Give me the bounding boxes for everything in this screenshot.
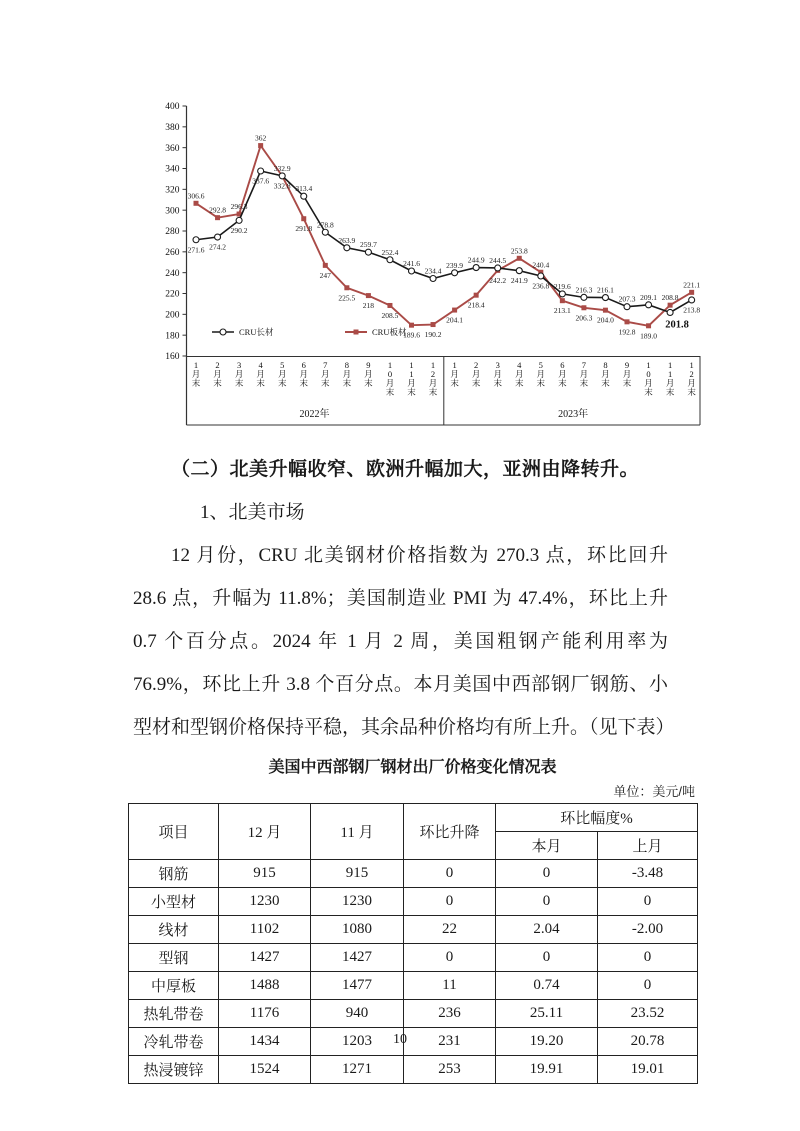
table-cell: 1230 [311, 888, 404, 916]
data-label: 219.6 [553, 281, 571, 291]
x-axis-month-label: 1 [452, 360, 457, 370]
table-cell: 1434 [219, 1028, 311, 1056]
table-cell: 23.52 [598, 1000, 698, 1028]
data-label: 216.1 [597, 285, 614, 295]
data-label: 247 [319, 270, 331, 280]
x-axis-month-label: 末 [601, 378, 610, 388]
data-label: 234.4 [424, 266, 442, 276]
x-axis-month-label: 月 [493, 369, 502, 379]
table-cell: 热浸镀锌 [129, 1056, 219, 1084]
data-label: 208.5 [381, 310, 399, 320]
table-cell: 11 [404, 972, 496, 1000]
x-axis-month-label: 8 [344, 360, 349, 370]
x-axis-month-label: 5 [538, 360, 543, 370]
x-axis-month-label: 末 [579, 378, 589, 388]
x-axis-month-label: 末 [364, 378, 373, 388]
x-axis-month-label: 4 [517, 360, 522, 370]
table-row [129, 972, 698, 1000]
x-axis-month-label: 1 [387, 360, 393, 370]
x-axis-month-label: 2 [474, 360, 479, 370]
table-cell: 1102 [219, 916, 311, 944]
data-label: 253.8 [510, 246, 528, 256]
y-axis-tick-label: 160 [165, 352, 180, 363]
x-axis-month-label: 月 [601, 369, 610, 379]
x-axis-month-label: 月 [428, 378, 438, 388]
data-point-marker [581, 305, 586, 310]
y-axis-tick-label: 240 [165, 268, 180, 279]
data-label: 189.0 [640, 331, 657, 341]
x-axis-month-label: 9 [624, 360, 630, 370]
data-point-marker [603, 308, 608, 313]
data-point-marker [473, 265, 479, 271]
table-cell: 915 [311, 860, 404, 888]
data-point-marker [258, 143, 263, 148]
data-label: 206.3 [575, 313, 593, 323]
table-header [129, 804, 698, 860]
data-point-marker [668, 303, 673, 308]
data-label: 337.6 [252, 176, 270, 186]
table-cell: -2.00 [598, 916, 698, 944]
x-axis-month-label: 月 [665, 378, 675, 388]
table-cell: 热轧带卷 [129, 1000, 219, 1028]
x-axis-month-label: 5 [280, 360, 285, 370]
data-label: 207.3 [618, 294, 636, 304]
x-axis-month-label: 末 [558, 378, 567, 388]
x-axis-month-label: 1 [409, 369, 414, 379]
x-axis-month-label: 1 [667, 360, 673, 370]
x-axis-month-label: 月 [644, 378, 653, 388]
x-axis-month-label: 末 [622, 378, 632, 388]
x-axis-month-label: 3 [495, 360, 500, 370]
table-cell: 22 [404, 916, 496, 944]
x-axis-month-label: 月 [536, 369, 546, 379]
x-axis-month-label: 月 [234, 369, 244, 379]
table-cell: -3.48 [598, 860, 698, 888]
x-axis-month-label: 末 [299, 378, 309, 388]
y-axis-tick-label: 340 [165, 164, 180, 175]
table-cell: 940 [311, 1000, 404, 1028]
header-last-month: 上月 [598, 832, 698, 860]
x-axis-month-label: 6 [301, 360, 306, 370]
data-point-marker [344, 285, 349, 290]
x-axis-month-label: 末 [536, 378, 546, 388]
data-point-marker [646, 323, 651, 328]
x-axis-month-label: 8 [603, 360, 608, 370]
x-axis-month-label: 月 [256, 369, 265, 379]
table-cell: 236 [404, 1000, 496, 1028]
x-axis-month-label: 月 [321, 369, 330, 379]
x-axis-month-label: 末 [665, 387, 675, 397]
data-label: 271.6 [187, 245, 205, 255]
table-cell: 1427 [219, 944, 311, 972]
x-axis-month-label: 月 [407, 378, 416, 388]
table-cell: 1488 [219, 972, 311, 1000]
table-row [129, 860, 698, 888]
table-cell: 1524 [219, 1056, 311, 1084]
data-label: 259.7 [359, 240, 377, 250]
data-label: 221.1 [683, 280, 701, 290]
data-label: 290.2 [230, 225, 248, 235]
data-point-marker [430, 276, 436, 282]
data-point-marker [301, 193, 307, 199]
table-cell: 19.20 [496, 1028, 598, 1056]
table-cell: 0 [598, 972, 698, 1000]
data-label: 274.2 [209, 242, 226, 252]
data-point-marker [689, 297, 695, 303]
table-cell: 0 [404, 888, 496, 916]
data-label: 209.1 [640, 292, 657, 302]
data-point-marker [322, 229, 328, 235]
legend-label: CRU板材 [372, 327, 407, 337]
data-point-marker [452, 270, 458, 276]
header-ratio-group: 环比幅度% [496, 804, 698, 832]
data-point-marker [323, 263, 328, 268]
x-axis-year-label: 2023年 [558, 409, 589, 420]
x-axis-month-label: 月 [622, 369, 632, 379]
table-cell: 1080 [311, 916, 404, 944]
table-row [129, 916, 698, 944]
data-point-marker [559, 291, 565, 297]
x-axis-month-label: 末 [407, 387, 416, 397]
header-december: 12 月 [219, 804, 311, 860]
body-paragraph: 12 月份，CRU 北美钢材价格指数为 270.3 点，环比回升 28.6 点，升幅为 11.8%；美国制造业 PMI 为 47.4%，环比上升 0.7 个百分点。2024 年 1 月 2 周，美国粗钢产能利用率为 76.9%，环比上升 3.8 个百分点。本月美国中西部钢厂钢筋、小型材和型钢价格保持平稳，其余品种价格均有所上升。（见下表） [133, 545, 675, 738]
data-label-emphasized: 201.8 [665, 319, 689, 331]
table-cell: 231 [404, 1028, 496, 1056]
y-axis-tick-label: 360 [165, 143, 180, 154]
x-axis-month-label: 月 [299, 369, 309, 379]
data-point-marker [301, 216, 306, 221]
x-axis-month-label: 末 [234, 378, 244, 388]
table-row [129, 1000, 698, 1028]
x-axis-month-label: 月 [277, 369, 287, 379]
data-label: 332.8 [273, 181, 291, 191]
data-label: 189.6 [403, 330, 420, 340]
x-axis-month-label: 末 [277, 378, 287, 388]
data-point-marker [646, 302, 652, 308]
x-axis-month-label: 末 [321, 378, 330, 388]
x-axis-month-label: 1 [193, 360, 199, 370]
data-point-marker [215, 234, 221, 240]
data-label: 278.8 [316, 220, 334, 230]
data-point-marker [258, 168, 264, 174]
x-axis-month-label: 末 [385, 387, 395, 397]
data-point-marker [516, 268, 522, 274]
report-text [133, 448, 675, 749]
data-point-marker [517, 256, 522, 261]
y-axis-tick-label: 260 [165, 248, 180, 259]
y-axis-tick-label: 200 [165, 310, 180, 321]
page-number: 10 [393, 1032, 407, 1047]
header-november: 11 月 [311, 804, 404, 860]
table-title: 美国中西部钢厂钢材出厂价格变化情况表 [268, 759, 557, 776]
table-cell: 0 [598, 944, 698, 972]
x-axis-year-label: 2022年 [299, 409, 330, 420]
x-axis-month-label: 月 [514, 369, 524, 379]
cru-price-index-figure [150, 95, 715, 440]
y-axis-tick-label: 280 [165, 227, 180, 238]
table-body [129, 860, 698, 1084]
table-cell: 915 [219, 860, 311, 888]
data-label: 213.1 [553, 306, 571, 316]
x-axis-month-label: 末 [450, 378, 459, 388]
x-axis-month-label: 0 [387, 369, 393, 379]
table-unit-label: 单位：美元/吨 [613, 784, 695, 799]
data-label: 292.8 [209, 205, 226, 215]
data-point-marker [560, 298, 565, 303]
data-label: 239.9 [446, 260, 464, 270]
table-cell: 20.78 [598, 1028, 698, 1056]
data-label: 190.2 [424, 330, 442, 340]
table-row [129, 1056, 698, 1084]
header-item: 项目 [129, 804, 219, 860]
y-axis-tick-label: 220 [165, 289, 180, 300]
table-row [129, 888, 698, 916]
table-row [129, 944, 698, 972]
y-axis-tick-label: 320 [165, 185, 180, 196]
data-point-marker [431, 322, 436, 327]
data-label: 218.4 [467, 300, 485, 310]
data-point-marker [538, 273, 544, 279]
data-point-marker [194, 201, 199, 206]
data-label: 291.8 [295, 224, 313, 234]
x-axis-month-label: 月 [579, 369, 589, 379]
data-point-marker [236, 217, 242, 223]
data-label: 362 [255, 133, 267, 143]
x-axis-month-label: 末 [428, 387, 438, 397]
data-label: 236.8 [532, 281, 550, 291]
data-label: 252.4 [381, 247, 399, 257]
table-cell: 1477 [311, 972, 404, 1000]
data-point-marker [667, 309, 673, 315]
x-axis-month-label: 月 [364, 369, 373, 379]
data-point-marker [689, 290, 694, 295]
data-point-marker [279, 173, 285, 179]
data-label: 244.9 [467, 255, 485, 265]
x-axis-month-label: 末 [493, 378, 502, 388]
data-point-marker [474, 293, 479, 298]
x-axis-month-label: 2 [215, 360, 220, 370]
x-axis-month-label: 1 [430, 360, 436, 370]
table-cell: 25.11 [496, 1000, 598, 1028]
data-label: 306.6 [187, 191, 205, 201]
y-axis-tick-label: 180 [165, 331, 180, 342]
x-axis-month-label: 末 [687, 387, 696, 397]
x-axis-month-label: 末 [256, 378, 265, 388]
table-cell: 0 [496, 944, 598, 972]
data-label: 204.1 [446, 315, 464, 325]
x-axis-month-label: 月 [558, 369, 567, 379]
table-cell: 0.74 [496, 972, 598, 1000]
series-line [196, 171, 692, 312]
data-label: 241.6 [403, 259, 420, 268]
data-point-marker [452, 308, 457, 313]
table-cell: 0 [496, 860, 598, 888]
table-cell: 中厚板 [129, 972, 219, 1000]
x-axis-month-label: 末 [191, 378, 201, 388]
table-cell: 0 [598, 888, 698, 916]
data-label: 240.4 [532, 260, 550, 270]
table-cell: 型钢 [129, 944, 219, 972]
x-axis-month-label: 7 [323, 360, 328, 370]
data-point-marker [602, 295, 608, 301]
x-axis-month-label: 月 [450, 369, 459, 379]
section-subheading: 1、北美市场 [200, 502, 305, 523]
data-point-marker [193, 237, 199, 243]
x-axis-month-label: 月 [687, 378, 696, 388]
legend-marker [354, 330, 359, 335]
table-cell: 钢筋 [129, 860, 219, 888]
table-cell: 小型材 [129, 888, 219, 916]
data-label: 296.3 [230, 202, 248, 212]
table-cell: 冷轧带卷 [129, 1028, 219, 1056]
data-label: 225.5 [338, 293, 356, 303]
data-point-marker [581, 294, 587, 300]
x-axis-month-label: 7 [581, 360, 587, 370]
x-axis-month-label: 月 [342, 369, 352, 379]
data-label: 241.9 [510, 276, 528, 286]
data-label: 216.3 [575, 285, 593, 295]
y-axis-tick-label: 400 [165, 102, 180, 113]
table-cell: 0 [496, 888, 598, 916]
data-label: 313.4 [295, 184, 313, 194]
x-axis-month-label: 2 [430, 369, 436, 379]
x-axis-month-label: 末 [514, 378, 524, 388]
x-axis-month-label: 月 [471, 369, 481, 379]
x-axis-month-label: 3 [236, 360, 242, 370]
data-point-marker [625, 319, 630, 324]
data-point-marker [344, 245, 350, 251]
x-axis-month-label: 末 [471, 378, 481, 388]
data-point-marker [366, 293, 371, 298]
x-axis-month-label: 月 [213, 369, 222, 379]
x-axis-month-label: 2 [689, 369, 694, 379]
x-axis-month-label: 1 [409, 360, 414, 370]
x-axis-month-label: 1 [646, 360, 651, 370]
table-cell: 19.01 [598, 1056, 698, 1084]
x-axis-month-label: 4 [258, 360, 263, 370]
y-axis-tick-label: 300 [165, 206, 180, 217]
table-cell: 1271 [311, 1056, 404, 1084]
legend-marker [220, 329, 226, 335]
x-axis-month-label: 月 [191, 369, 201, 379]
data-point-marker [409, 268, 415, 274]
x-axis-month-label: 月 [385, 378, 395, 388]
data-label: 244.5 [489, 255, 507, 265]
legend-label: CRU长材 [239, 327, 274, 337]
data-label: 208.8 [661, 293, 679, 303]
x-axis-month-label: 0 [646, 369, 651, 379]
data-label: 263.9 [338, 235, 356, 245]
table-cell: 1203 [311, 1028, 404, 1056]
data-point-marker [365, 249, 371, 255]
table-cell: 2.04 [496, 916, 598, 944]
y-axis-tick-label: 380 [165, 123, 180, 134]
header-change: 环比升降 [404, 804, 496, 860]
table-cell: 1176 [219, 1000, 311, 1028]
table-cell: 1230 [219, 888, 311, 916]
section-heading: （二）北美升幅收窄、欧洲升幅加大，亚洲由降转升。 [171, 459, 640, 480]
table-cell: 253 [404, 1056, 496, 1084]
table-cell: 19.91 [496, 1056, 598, 1084]
data-point-marker [387, 303, 392, 308]
data-label: 218 [362, 301, 375, 311]
table-cell: 1427 [311, 944, 404, 972]
data-point-marker [624, 304, 630, 310]
data-point-marker [495, 265, 501, 271]
data-label: 242.2 [489, 275, 507, 285]
header-this-month: 本月 [496, 832, 598, 860]
x-axis-month-label: 末 [644, 387, 653, 397]
data-label: 204.0 [597, 315, 614, 325]
data-point-marker [387, 257, 393, 263]
table-cell: 线材 [129, 916, 219, 944]
data-label: 332.9 [273, 163, 291, 173]
table-cell: 0 [404, 944, 496, 972]
x-axis-month-label: 1 [689, 360, 694, 370]
x-axis-month-label: 末 [213, 378, 222, 388]
data-point-marker [215, 215, 220, 220]
data-label: 213.8 [683, 305, 701, 315]
cru-price-index-chart [150, 95, 715, 440]
x-axis-month-label: 6 [560, 360, 565, 370]
table-cell: 0 [404, 860, 496, 888]
x-axis-month-label: 1 [667, 369, 673, 379]
x-axis-month-label: 末 [342, 378, 352, 388]
data-point-marker [409, 323, 414, 328]
x-axis-month-label: 9 [366, 360, 371, 370]
data-label: 192.8 [618, 327, 636, 337]
